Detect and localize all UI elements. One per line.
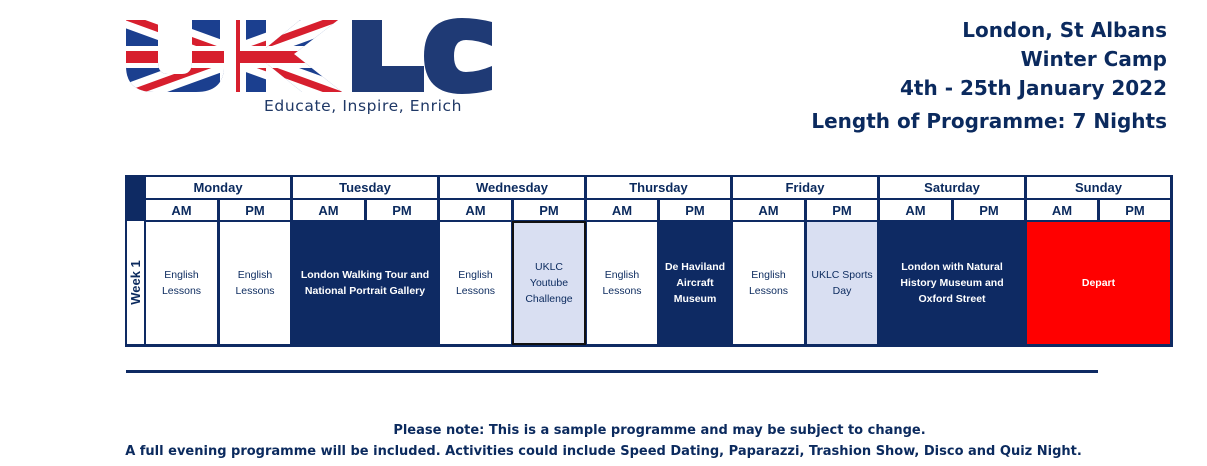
divider [126,370,1098,373]
location-title: London, St Albans [962,18,1167,42]
pm-header: PM [954,200,1024,220]
logo-tagline: Educate, Inspire, Enrich [264,97,463,115]
pm-header: PM [220,200,290,220]
timetable [125,175,1173,347]
activity-tuesday: London Walking Tour and National Portrait Gallery [293,222,437,344]
pm-header: PM [367,200,437,220]
activity-thursday-am: English Lessons [587,222,657,344]
am-header: AM [146,200,217,220]
day-header-saturday: Saturday [880,177,1024,198]
am-header: AM [587,200,657,220]
activity-monday-am: English Lessons [146,222,217,344]
activity-friday-pm: UKLC Sports Day [807,222,877,344]
pm-header: PM [514,200,584,220]
note-line-2: A full evening programme will be included. Activities could include Speed Dating, Paparazzi, Trashion Show, Disco and Quiz Night. [125,444,1082,459]
day-header-monday: Monday [146,177,290,198]
am-header: AM [733,200,804,220]
day-header-thursday: Thursday [587,177,730,198]
am-header: AM [440,200,511,220]
day-header-tuesday: Tuesday [293,177,437,198]
activity-wednesday-pm: UKLC Youtube Challenge [512,221,586,345]
pm-header: PM [807,200,877,220]
programme-header [811,16,1167,136]
programme-length: Length of Programme: 7 Nights [811,109,1167,133]
dates-title: 4th - 25th January 2022 [900,76,1167,100]
programme-notes [0,420,1207,462]
camp-title: Winter Camp [1020,47,1167,71]
am-header: AM [1027,200,1097,220]
pm-header: PM [1100,200,1170,220]
activity-monday-pm: English Lessons [220,222,290,344]
activity-thursday-pm: De Haviland Aircraft Museum [660,222,730,344]
note-line-1: Please note: This is a sample programme and may be subject to change. [393,423,926,438]
day-header-wednesday: Wednesday [440,177,584,198]
activity-saturday: London with Natural History Museum and Oxford Street [880,222,1024,344]
am-header: AM [293,200,364,220]
day-header-sunday: Sunday [1027,177,1170,198]
am-header: AM [880,200,951,220]
week-label: Week 1 [127,221,144,344]
day-header-friday: Friday [733,177,877,198]
activity-sunday: Depart [1027,222,1170,344]
activity-friday-am: English Lessons [733,222,804,344]
pm-header: PM [660,200,730,220]
activity-wednesday-am: English Lessons [440,222,511,344]
